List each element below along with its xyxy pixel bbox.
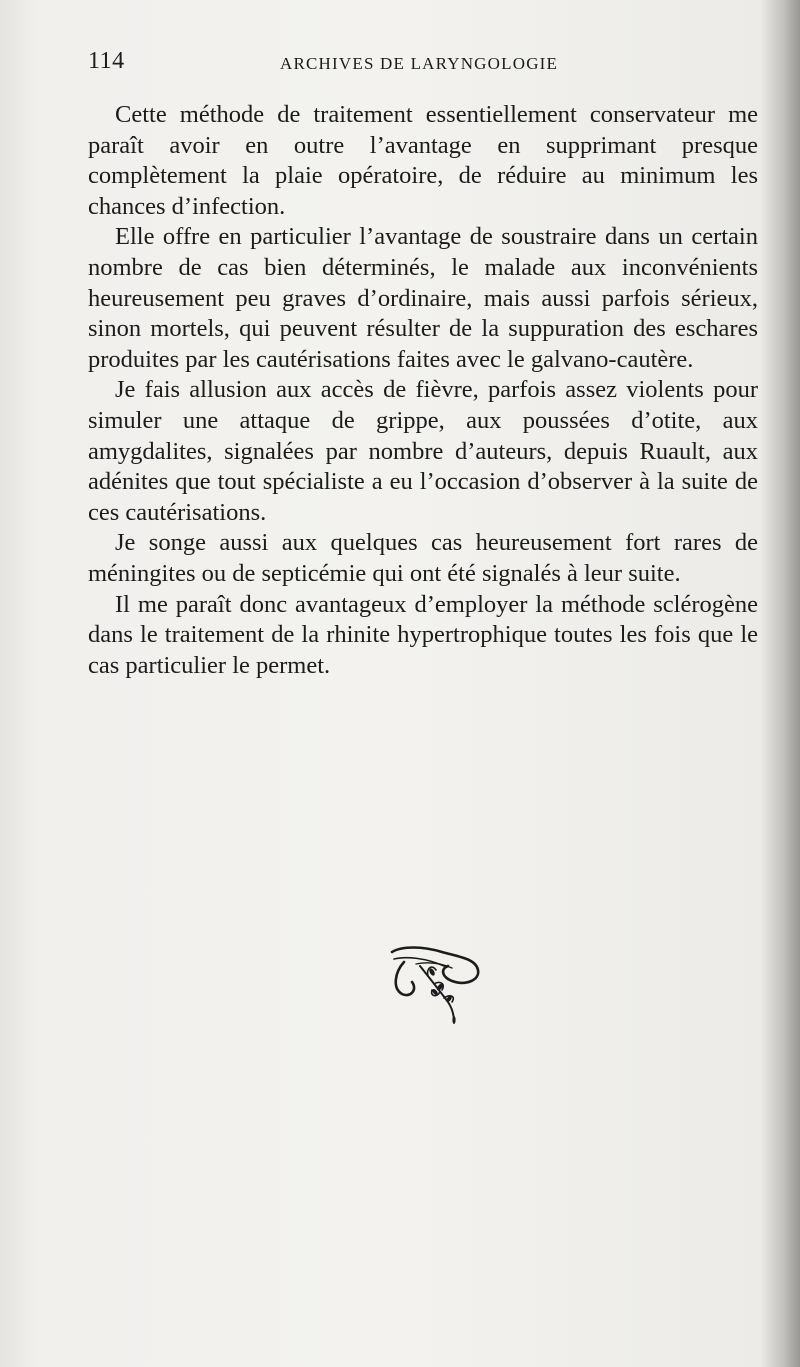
page-header (88, 48, 768, 82)
page-gutter-shadow (760, 0, 800, 1367)
paragraph: Je songe aussi aux quelques cas heureusement fort rares de méningites ou de septicémie qui ont été signalés à leur suite. (88, 529, 758, 587)
floral-vignette-icon (378, 932, 488, 1028)
paragraph: Je fais allusion aux accès de fièvre, parfois assez violents pour simuler une attaque de grippe, aux poussées d’otite, aux amygdalites, signalées par nombre d’auteurs, depuis Ruault, aux adénites que tout spécialiste a eu l’occasion d’observer à la suite de ces cautérisations. (88, 376, 758, 526)
paragraph: Elle offre en particulier l’avantage de soustraire dans un certain nombre de cas bien déterminés, le malade aux inconvénients heureusement peu graves d’ordinaire, mais aussi parfois sérieux, sinon mortels, qui peuvent résulter de la suppuration des eschares produites par les cautérisations faites avec le galvano-cautère. (88, 223, 758, 373)
page-number: 114 (88, 48, 125, 74)
paragraph: Il me paraît donc avantageux d’employer la méthode sclérogène dans le traitement de la rhinite hypertrophique toutes les fois que le cas particulier le permet. (88, 590, 758, 679)
paragraph: Cette méthode de traitement essentiellement conservateur me paraît avoir en outre l’avantage en supprimant presque complètement la plaie opératoire, de réduire au minimum les chances d’infection. (88, 101, 758, 220)
body-text (88, 100, 758, 681)
running-title: ARCHIVES DE LARYNGOLOGIE (280, 54, 559, 73)
